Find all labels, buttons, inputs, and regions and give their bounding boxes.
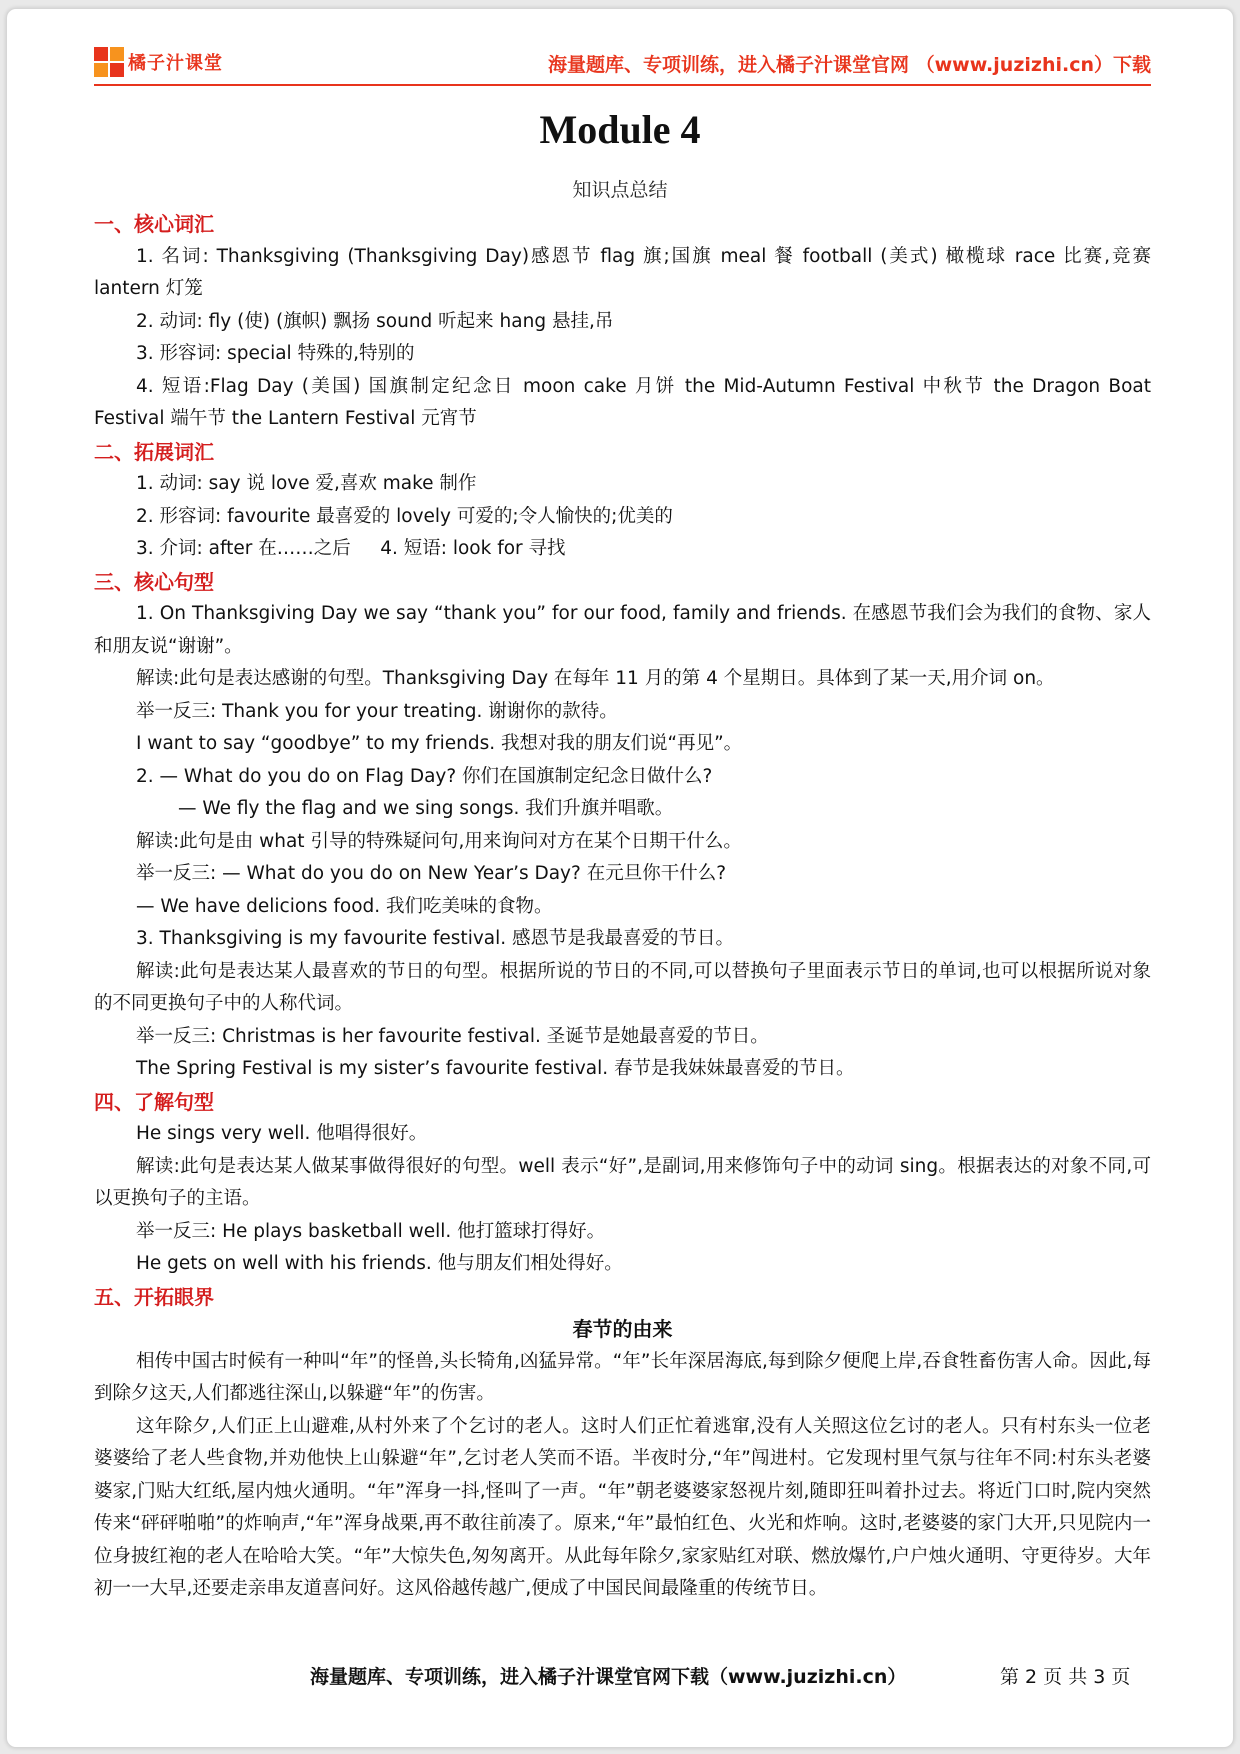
section-heading: 四、了解句型: [94, 1089, 214, 1114]
header-slogan: 海量题库、专项训练，进入橘子汁课堂官网 （www.juzizhi.cn）下载: [548, 54, 1151, 76]
page-number: 第 2 页 共 3 页: [1000, 1666, 1131, 1688]
paragraph: — We have delicions food. 我们吃美味的食物。: [136, 895, 553, 917]
paragraph: 3. 形容词: special 特殊的,特别的: [136, 343, 415, 364]
paragraph: He sings very well. 他唱得很好。: [136, 1123, 428, 1144]
story-title: 春节的由来: [572, 1317, 673, 1341]
paragraph: 解读:此句是表达某人最喜欢的节日的句型。根据所说的节日的不同,可以替换句子里面表示节日的单词,也可以根据所说对象的不同更换句子中的人称代词。: [94, 960, 1151, 1014]
paragraph: 4. 短语:Flag Day (美国) 国旗制定纪念日 moon cake 月饼 the Mid-Autumn Festival 中秋节 the Dragon Boat Festival 端午节 the Lantern Festival 元宵节: [94, 375, 1151, 429]
section-heading: 二、拓展词汇: [94, 439, 214, 464]
logo-mark-icon: [94, 47, 124, 77]
paragraph: 相传中国古时候有一种叫“年”的怪兽,头长犄角,凶猛异常。“年”长年深居海底,每到除夕便爬上岸,吞食牲畜伤害人命。因此,每到除夕这天,人们都逃往深山,以躲避“年”的伤害。: [94, 1350, 1151, 1404]
brand-logo[interactable]: [94, 46, 223, 78]
paragraph: — We fly the flag and we sing songs. 我们升旗并唱歌。: [178, 798, 674, 819]
paragraph: 举一反三: Thank you for your treating. 谢谢你的款待。: [136, 700, 618, 722]
paragraph: 3. Thanksgiving is my favourite festival. 感恩节是我最喜爱的节日。: [136, 928, 735, 949]
paragraph: 解读:此句是表达感谢的句型。Thanksgiving Day 在每年 11 月的第 4 个星期日。具体到了某一天,用介词 on。: [136, 668, 1055, 689]
logo-text: 橘子汁课堂: [128, 53, 223, 74]
paragraph: 解读:此句是表达某人做某事做得很好的句型。well 表示“好”,是副词,用来修饰句子中的动词 sing。根据表达的对象不同,可以更换句子的主语。: [94, 1155, 1151, 1209]
paragraph: 解读:此句是由 what 引导的特殊疑问句,用来询问对方在某个日期干什么。: [136, 830, 742, 852]
section-heading: 五、开拓眼界: [94, 1284, 214, 1309]
paragraph: 1. 名词: Thanksgiving (Thanksgiving Day)感恩节 flag 旗;国旗 meal 餐 football (美式) 橄榄球 race 比赛,竞赛 lantern 灯笼: [94, 245, 1151, 299]
page-subtitle: 知识点总结: [572, 179, 668, 201]
paragraph: 2. 动词: fly (使) (旗帜) 飘扬 sound 听起来 hang 悬挂,吊: [136, 310, 614, 332]
paragraph: 这年除夕,人们正上山避难,从村外来了个乞讨的老人。这时人们正忙着逃窜,没有人关照这位乞讨的老人。只有村东头一位老婆婆给了老人些食物,并劝他快上山躲避“年”,乞讨老人笑而不语。半夜时分,“年”闯进村。它发现村里气氛与往年不同:村东头老婆婆家,门贴大红纸,屋内烛火通明。“年”浑身一抖,怪叫了一声。“年”朝老婆婆家怒视片刻,随即狂叫着扑过去。将近门口时,院内突然传来“砰砰啪啪”的炸响声,“年”浑身战栗,再不敢往前凑了。原来,“年”最怕红色、火光和炸响。这时,老婆婆的家门大开,只见院内一位身披红袍的老人在哈哈大笑。“年”大惊失色,匆匆离开。从此每年除夕,家家贴红对联、燃放爆竹,户户烛火通明、守更待岁。大年初一一大早,还要走亲串友道喜问好。这风俗越传越广,便成了中国民间最隆重的传统节日。: [94, 1415, 1151, 1599]
page-title: Module 4: [539, 107, 701, 152]
paragraph: 2. — What do you do on Flag Day? 你们在国旗制定纪念日做什么?: [136, 765, 713, 787]
section-heading: 一、核心词汇: [94, 212, 214, 236]
paragraph: 举一反三: Christmas is her favourite festival. 圣诞节是她最喜爱的节日。: [136, 1025, 769, 1047]
paragraph: 举一反三: — What do you do on New Year’s Day? 在元旦你干什么?: [136, 863, 727, 884]
page-header: [94, 42, 1151, 86]
document-body: [94, 208, 1151, 1606]
paragraph: 3. 介词: after 在……之后 4. 短语: look for 寻找: [136, 538, 566, 559]
paragraph: He gets on well with his friends. 他与朋友们相处得好。: [136, 1253, 623, 1274]
section-heading: 三、核心句型: [94, 569, 214, 594]
header-divider: [94, 84, 1151, 86]
paragraph: 举一反三: He plays basketball well. 他打篮球打得好。: [136, 1220, 606, 1242]
paragraph: The Spring Festival is my sister’s favourite festival. 春节是我妹妹最喜爱的节日。: [136, 1058, 855, 1079]
footer-text[interactable]: 海量题库、专项训练，进入橘子汁课堂官网下载（www.juzizhi.cn）: [310, 1666, 907, 1688]
paragraph: 1. On Thanksgiving Day we say “thank you” for our food, family and friends. 在感恩节我们会为我们的食物、家人和朋友说“谢谢”。: [94, 603, 1151, 657]
paragraph: 1. 动词: say 说 love 爱,喜欢 make 制作: [136, 473, 477, 494]
paragraph: I want to say “goodbye” to my friends. 我想对我的朋友们说“再见”。: [136, 733, 743, 754]
paragraph: 2. 形容词: favourite 最喜爱的 lovely 可爱的;令人愉快的;优美的: [136, 505, 673, 527]
